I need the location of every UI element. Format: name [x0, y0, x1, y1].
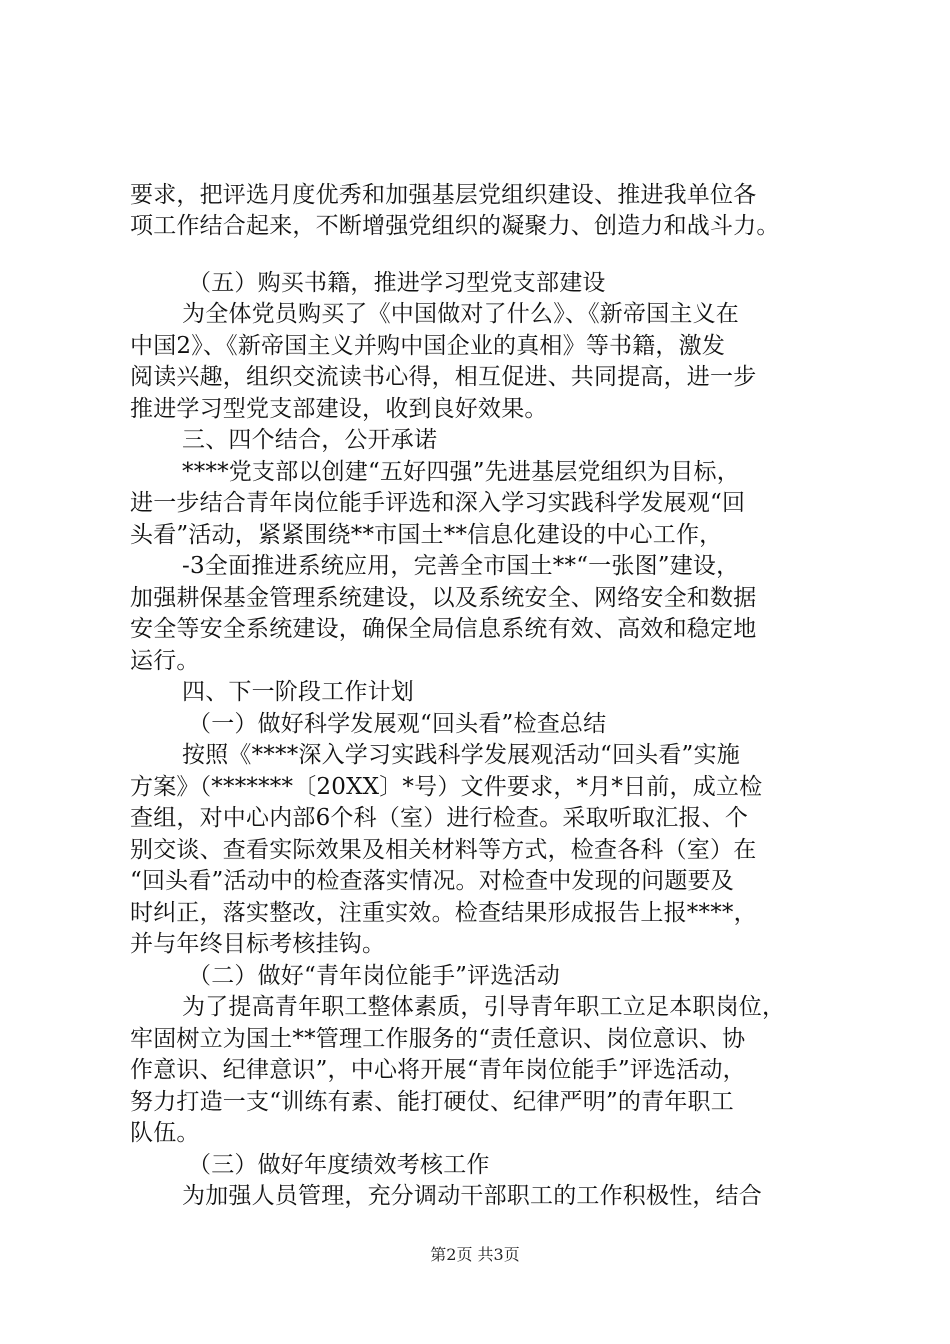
- body-line: 推进学习型党支部建设，收到良好效果。: [130, 396, 548, 422]
- body-line: 作意识、纪律意识”，中心将开展“青年岗位能手”评选活动，: [130, 1057, 746, 1083]
- body-line: 并与年终目标考核挂钩。: [130, 931, 386, 957]
- section-heading: （二）做好“青年岗位能手”评选活动: [188, 963, 560, 989]
- section-heading: 三、四个结合，公开承诺: [182, 427, 438, 453]
- body-line: 为了提高青年职工整体素质，引导青年职工立足本职岗位，: [182, 994, 786, 1020]
- body-line: 要求，把评选月度优秀和加强基层党组织建设、推进我单位各: [130, 182, 757, 208]
- body-line: 加强耕保基金管理系统建设，以及系统安全、网络安全和数据: [130, 585, 757, 611]
- body-line: 牢固树立为国土**管理工作服务的“责任意识、岗位意识、协: [130, 1026, 746, 1052]
- body-line: 别交谈、查看实际效果及相关材料等方式，检查各科（室）在: [130, 837, 757, 863]
- body-line: 时纠正，落实整改，注重实效。检查结果形成报告上报****，: [130, 900, 757, 926]
- section-heading: （一）做好科学发展观“回头看”检查总结: [188, 711, 607, 737]
- body-line: 运行。: [130, 648, 200, 674]
- body-line: 查组，对中心内部6个科（室）进行检查。采取听取汇报、个: [130, 805, 749, 831]
- body-line: 队伍。: [130, 1120, 200, 1146]
- body-line: 安全等安全系统建设，确保全局信息系统有效、高效和稳定地: [130, 616, 757, 642]
- page-footer: 第2页 共3页: [430, 1245, 520, 1264]
- body-line: 头看”活动，紧紧围绕**市国土**信息化建设的中心工作，: [130, 522, 723, 548]
- section-heading: （五）购买书籍，推进学习型党支部建设: [188, 270, 606, 296]
- body-line: ****党支部以创建“五好四强”先进基层党组织为目标，: [182, 459, 740, 485]
- body-line: 为加强人员管理，充分调动干部职工的工作积极性，结合: [182, 1183, 762, 1209]
- body-line: 按照《****深入学习实践科学发展观活动“回头看”实施: [182, 742, 740, 768]
- section-heading: 四、下一阶段工作计划: [182, 679, 414, 705]
- body-line: “回头看”活动中的检查落实情况。对检查中发现的问题要及: [130, 868, 734, 894]
- body-line: 努力打造一支“训练有素、能打硬仗、纪律严明”的青年职工: [130, 1089, 734, 1115]
- body-line: -3全面推进系统应用，完善全市国土**“一张图”建设，: [182, 553, 740, 579]
- body-line: 项工作结合起来，不断增强党组织的凝聚力、创造力和战斗力。: [130, 213, 780, 239]
- body-line: 阅读兴趣，组织交流读书心得，相互促进、共同提高，进一步: [130, 364, 757, 390]
- body-line: 进一步结合青年岗位能手评选和深入学习实践科学发展观“回: [130, 490, 746, 516]
- body-line: 中国2》、《新帝国主义并购中国企业的真相》等书籍，激发: [130, 333, 726, 359]
- body-line: 为全体党员购买了《中国做对了什么》、《新帝国主义在: [182, 301, 739, 327]
- body-line: 方案》（*******〔20XX〕*号）文件要求，*月*日前，成立检: [130, 774, 763, 800]
- section-heading: （三）做好年度绩效考核工作: [188, 1152, 490, 1178]
